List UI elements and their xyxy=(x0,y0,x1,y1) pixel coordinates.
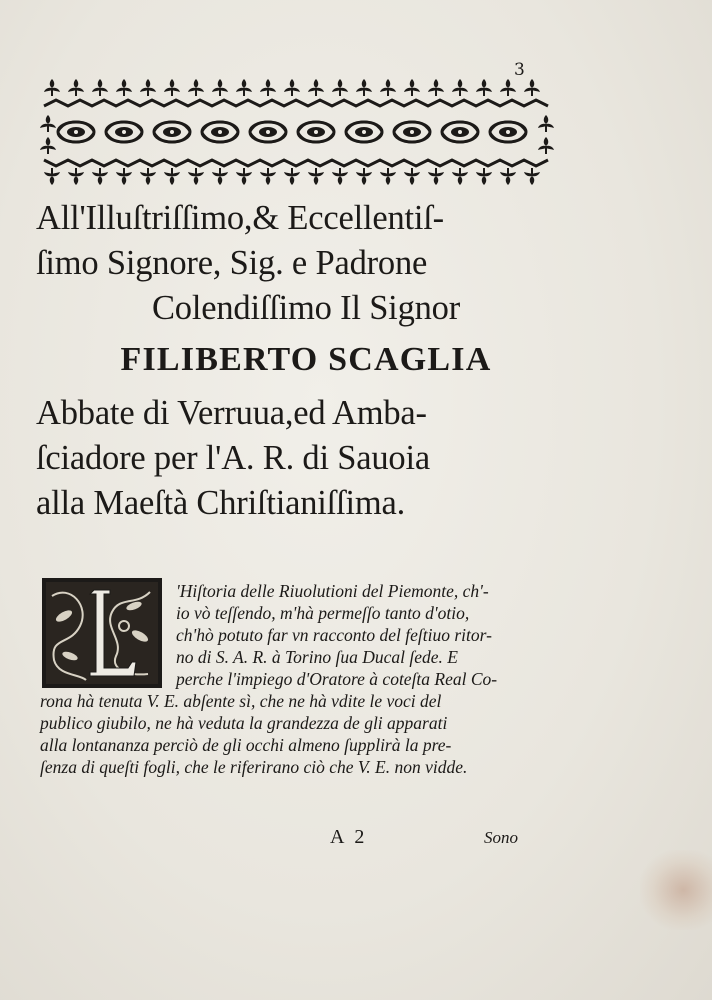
body-line: publico giubilo, ne hà veduta la grandezza de gli apparati xyxy=(40,713,448,733)
signature-mark: A 2 xyxy=(330,826,368,848)
dedication-heading xyxy=(36,196,576,526)
body-line: io vò teſſendo, m'hà permeſſo tanto d'otio, xyxy=(176,603,470,623)
dedicatee-title-line: alla Maeſtà Chriſtianiſſima. xyxy=(36,484,405,522)
headpiece-ornament-icon xyxy=(40,74,556,190)
body-line: no di S. A. R. à Torino ſua Ducal ſede. E xyxy=(176,647,458,667)
dedication-line: Colendiſſimo Il Signor xyxy=(151,289,461,327)
dedication-line: ſimo Signore, Sig. e Padrone xyxy=(36,244,428,282)
dedicatee-title-line: ſciadore per l'A. R. di Sauoia xyxy=(36,439,430,477)
body-line: alla lontananza perciò de gli occhi almeno ſupplirà la pre- xyxy=(40,735,452,755)
dedication-line: All'Illuſtriſſimo,& Eccellentiſ- xyxy=(36,199,444,237)
decorated-initial-icon xyxy=(40,576,164,690)
body-line: rona hà tenuta V. E. abſente sì, che ne hà vdite le voci del xyxy=(40,691,442,711)
catchword: Sono xyxy=(484,828,518,847)
body-line: ſenza di queſti fogli, che le riferirano ciò che V. E. non vidde. xyxy=(40,757,468,777)
body-line: 'Hiſtoria delle Riuolutioni del Piemonte, ch'- xyxy=(176,581,489,601)
body-line: perche l'impiego d'Oratore à coteſta Real Co- xyxy=(176,669,498,689)
dedicatee-title-line: Abbate di Verruua,ed Amba- xyxy=(36,394,427,432)
dedicatee-name: FILIBERTO SCAGLIA xyxy=(120,341,492,378)
page-number: 3 xyxy=(514,60,525,80)
paper-stain xyxy=(640,850,712,930)
body-line: ch'hò potuto far vn racconto del feſtiuo ritor- xyxy=(176,625,492,645)
